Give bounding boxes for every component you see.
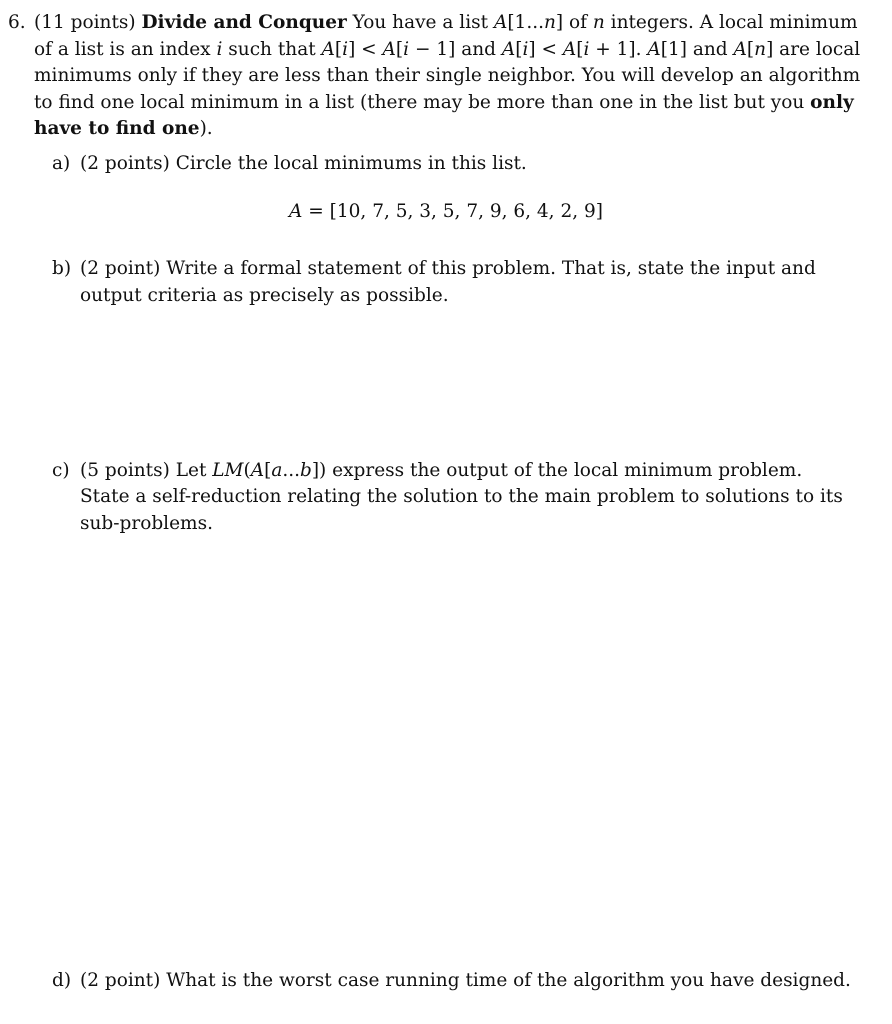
part-b-line-2: output criteria as precisely as possible. bbox=[80, 285, 449, 306]
math-var: A bbox=[733, 39, 747, 60]
math-var: A bbox=[501, 39, 516, 60]
list-values: = [10, 7, 5, 3, 5, 7, 9, 6, 4, 2, 9] bbox=[302, 201, 603, 222]
part-c-line-2: State a self-reduction relating the solution to the main problem to solutions to its bbox=[80, 486, 843, 507]
math-var: A bbox=[250, 460, 265, 481]
question-intro-line-4 bbox=[34, 90, 854, 116]
intro-text: + 1]. bbox=[589, 39, 648, 60]
math-var: n bbox=[754, 39, 767, 60]
math-var: i bbox=[522, 39, 529, 60]
list-formula bbox=[0, 199, 892, 225]
math-var: a bbox=[271, 460, 283, 481]
question-intro-line-1 bbox=[34, 10, 858, 36]
intro-text: integers. A local minimum bbox=[604, 12, 858, 33]
intro-text: [ bbox=[515, 39, 523, 60]
intro-text: ). bbox=[199, 118, 213, 139]
part-c-line-1 bbox=[80, 458, 802, 484]
intro-text: ] of bbox=[555, 12, 593, 33]
question-intro-line-3: minimums only if they are less than their single neighbor. You will develop an algorithm bbox=[34, 65, 861, 86]
math-var: n bbox=[543, 12, 556, 33]
intro-text: [ bbox=[576, 39, 584, 60]
math-var: i bbox=[342, 39, 349, 60]
math-var: A bbox=[562, 39, 577, 60]
intro-text: [ bbox=[746, 39, 755, 60]
intro-text: to find one local minimum in a list (there may be more than one in the list but you bbox=[34, 92, 811, 113]
math-var: i bbox=[216, 39, 223, 60]
intro-text: [1] and bbox=[660, 39, 734, 60]
part-c-answer-space[interactable] bbox=[80, 542, 840, 952]
part-c-label: c) bbox=[52, 460, 70, 481]
question-points: (11 points) bbox=[34, 12, 136, 33]
math-var: b bbox=[300, 460, 312, 481]
math-var: n bbox=[592, 12, 605, 33]
part-b-answer-space[interactable] bbox=[80, 312, 840, 452]
emphasis-text: only bbox=[810, 92, 854, 113]
math-var: A bbox=[382, 39, 396, 60]
intro-text: − 1] and bbox=[409, 39, 502, 60]
intro-text: ] < bbox=[348, 39, 383, 60]
question-intro-line-2 bbox=[34, 37, 860, 63]
intro-text: [ bbox=[334, 39, 343, 60]
part-c-text: ( bbox=[243, 460, 251, 481]
math-var: A bbox=[321, 39, 335, 60]
part-c-text: ]) express the output of the local minimum problem. bbox=[311, 460, 803, 481]
math-var: LM bbox=[212, 460, 244, 481]
part-c-line-3: sub-problems. bbox=[80, 513, 213, 534]
part-c-text: [ bbox=[264, 460, 272, 481]
math-var: A bbox=[493, 12, 508, 33]
intro-text: You have a list bbox=[352, 12, 494, 33]
intro-text: of a list is an index bbox=[34, 39, 217, 60]
intro-text: such that bbox=[222, 39, 322, 60]
intro-text: ] are local bbox=[766, 39, 861, 60]
math-var: i bbox=[583, 39, 590, 60]
part-b-label: b) bbox=[52, 258, 72, 279]
intro-text: ] < bbox=[528, 39, 563, 60]
math-var: A bbox=[647, 39, 661, 60]
question-intro-line-5 bbox=[34, 116, 213, 142]
math-var: A bbox=[289, 201, 303, 222]
intro-text: [1... bbox=[507, 12, 544, 33]
part-c-text: (5 points) Let bbox=[80, 460, 213, 481]
part-b-line-1: (2 point) Write a formal statement of this problem. That is, state the input and bbox=[80, 258, 816, 279]
math-var: i bbox=[403, 39, 410, 60]
part-d-label: d) bbox=[52, 970, 72, 991]
part-a-label: a) bbox=[52, 153, 71, 174]
part-d-text: (2 point) What is the worst case running time of the algorithm you have designed. bbox=[80, 970, 851, 991]
question-heading: Divide and Conquer bbox=[141, 12, 347, 33]
question-number: 6. bbox=[8, 12, 26, 33]
part-a-text: (2 points) Circle the local minimums in this list. bbox=[80, 153, 527, 174]
intro-text: [ bbox=[395, 39, 404, 60]
part-c-text: ... bbox=[282, 460, 300, 481]
emphasis-text: have to find one bbox=[34, 118, 200, 139]
